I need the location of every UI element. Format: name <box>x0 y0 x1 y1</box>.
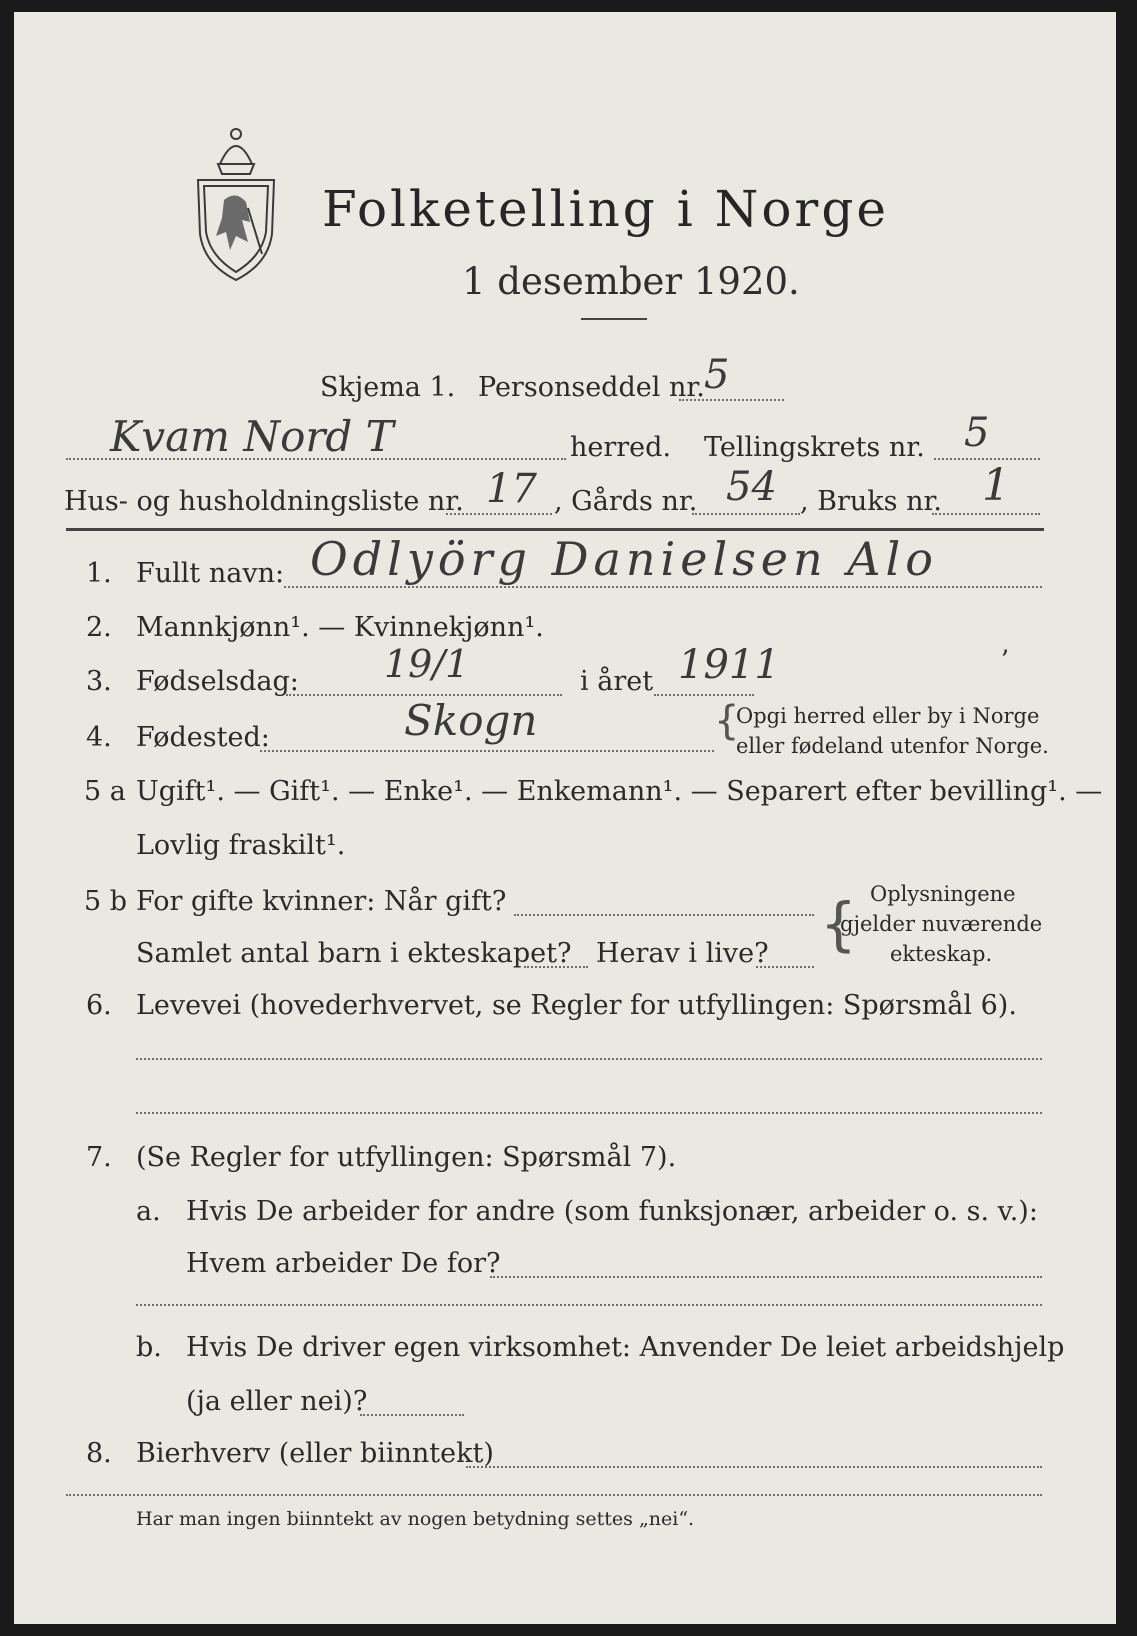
q5b-note-brace: { <box>820 890 857 958</box>
gards-value[interactable]: 54 <box>726 464 777 510</box>
q7a-answer-line2 <box>136 1304 1042 1306</box>
q5b-when-married-line <box>514 914 814 916</box>
q3-day-value[interactable]: 19/1 <box>384 642 470 686</box>
husliste-value[interactable]: 17 <box>486 466 537 512</box>
q3-label: Fødselsdag: <box>136 666 299 697</box>
husliste-label: Hus- og husholdningsliste nr. <box>64 486 464 517</box>
q4-number: 4. <box>86 722 112 753</box>
personseddel-line <box>679 399 784 401</box>
herred-label: herred. <box>570 432 672 463</box>
header-divider <box>66 528 1044 531</box>
q5b-alive-label: Herav i live? <box>596 938 769 969</box>
form-title: Folketelling i Norge <box>322 180 889 238</box>
q5a-number: 5 a <box>84 776 126 807</box>
q5b-children-line <box>524 966 588 968</box>
gards-label: , Gårds nr. <box>554 486 698 517</box>
q5b-when-married-label: For gifte kvinner: Når gift? <box>136 886 507 917</box>
q7a-line2: Hvem arbeider De for? <box>186 1248 501 1279</box>
q8-label: Bierhverv (eller biinntekt) <box>136 1438 494 1469</box>
q8-answer-line2 <box>66 1494 1042 1496</box>
q5b-alive-line <box>756 966 814 968</box>
title-divider <box>581 318 647 320</box>
q3-year-line <box>654 694 754 696</box>
q5b-note-line2: gjelder nuværende <box>840 912 1043 936</box>
q5b-number: 5 b <box>84 886 128 917</box>
q5b-note-line1: Oplysningene <box>870 882 1016 906</box>
q7a-answer-line <box>490 1276 1042 1278</box>
q1-label: Fullt navn: <box>136 558 285 589</box>
census-date: 1 desember 1920. <box>462 260 800 303</box>
q1-value[interactable]: Odlyörg Danielsen Alo <box>310 532 938 586</box>
q7a-letter: a. <box>136 1196 161 1227</box>
q7a-line1: Hvis De arbeider for andre (som funksjonær, arbeider o. s. v.): <box>186 1196 1038 1227</box>
herred-value[interactable]: Kvam Nord T <box>110 412 394 461</box>
q7b-letter: b. <box>136 1332 162 1363</box>
q1-line <box>284 586 1042 588</box>
q7b-line2: (ja eller nei)? <box>186 1386 368 1417</box>
gards-line <box>692 513 800 515</box>
q6-number: 6. <box>86 990 112 1021</box>
footer-note: Har man ingen biinntekt av nogen betydning settes „nei“. <box>136 1508 695 1530</box>
q4-label: Fødested: <box>136 722 270 753</box>
q4-value[interactable]: Skogn <box>404 696 538 745</box>
q6-answer-line2 <box>136 1112 1042 1114</box>
skjema-label: Skjema 1. <box>320 372 456 403</box>
q7-label: (Se Regler for utfyllingen: Spørsmål 7). <box>136 1142 677 1173</box>
q5b-children-label: Samlet antal barn i ekteskapet? <box>136 938 572 969</box>
personseddel-label: Personseddel nr. <box>478 372 705 403</box>
norwegian-coat-of-arms-icon <box>190 124 282 284</box>
q5a-options-cont: Lovlig fraskilt¹. <box>136 830 346 861</box>
personseddel-value[interactable]: 5 <box>704 352 730 398</box>
q4-line <box>260 750 714 752</box>
bruks-value[interactable]: 1 <box>982 460 1010 511</box>
q2-number: 2. <box>86 612 112 643</box>
q4-note-line1: Opgi herred eller by i Norge <box>736 704 1040 728</box>
q3-year-value[interactable]: 1911 <box>678 642 780 688</box>
q1-number: 1. <box>86 558 112 589</box>
q6-answer-line1 <box>136 1058 1042 1060</box>
q7b-answer-line <box>360 1414 464 1416</box>
q5a-options: Ugift¹. — Gift¹. — Enke¹. — Enkemann¹. — Separert efter bevilling¹. — <box>136 776 1103 807</box>
q8-number: 8. <box>86 1438 112 1469</box>
stray-mark: ʼ <box>1000 646 1009 676</box>
q4-note-line2: eller fødeland utenfor Norge. <box>736 734 1049 758</box>
tellingskrets-value[interactable]: 5 <box>964 410 990 456</box>
q3-number: 3. <box>86 666 112 697</box>
q2-label: Mannkjønn¹. — Kvinnekjønn¹. <box>136 612 544 643</box>
q7b-line1: Hvis De driver egen virksomhet: Anvender De leiet arbeidshjelp <box>186 1332 1065 1363</box>
q7-number: 7. <box>86 1142 112 1173</box>
husliste-line <box>446 513 552 515</box>
q4-note-brace: { <box>714 698 740 744</box>
tellingskrets-label: Tellingskrets nr. <box>704 432 925 463</box>
bruks-line <box>932 513 1040 515</box>
q6-label: Levevei (hovederhvervet, se Regler for utfyllingen: Spørsmål 6). <box>136 990 1017 1021</box>
census-form-page <box>14 12 1116 1624</box>
q8-answer-line <box>466 1466 1042 1468</box>
bruks-label: , Bruks nr. <box>800 486 943 517</box>
q5b-note-line3: ekteskap. <box>890 942 993 966</box>
q3-year-label: i året <box>580 666 654 697</box>
